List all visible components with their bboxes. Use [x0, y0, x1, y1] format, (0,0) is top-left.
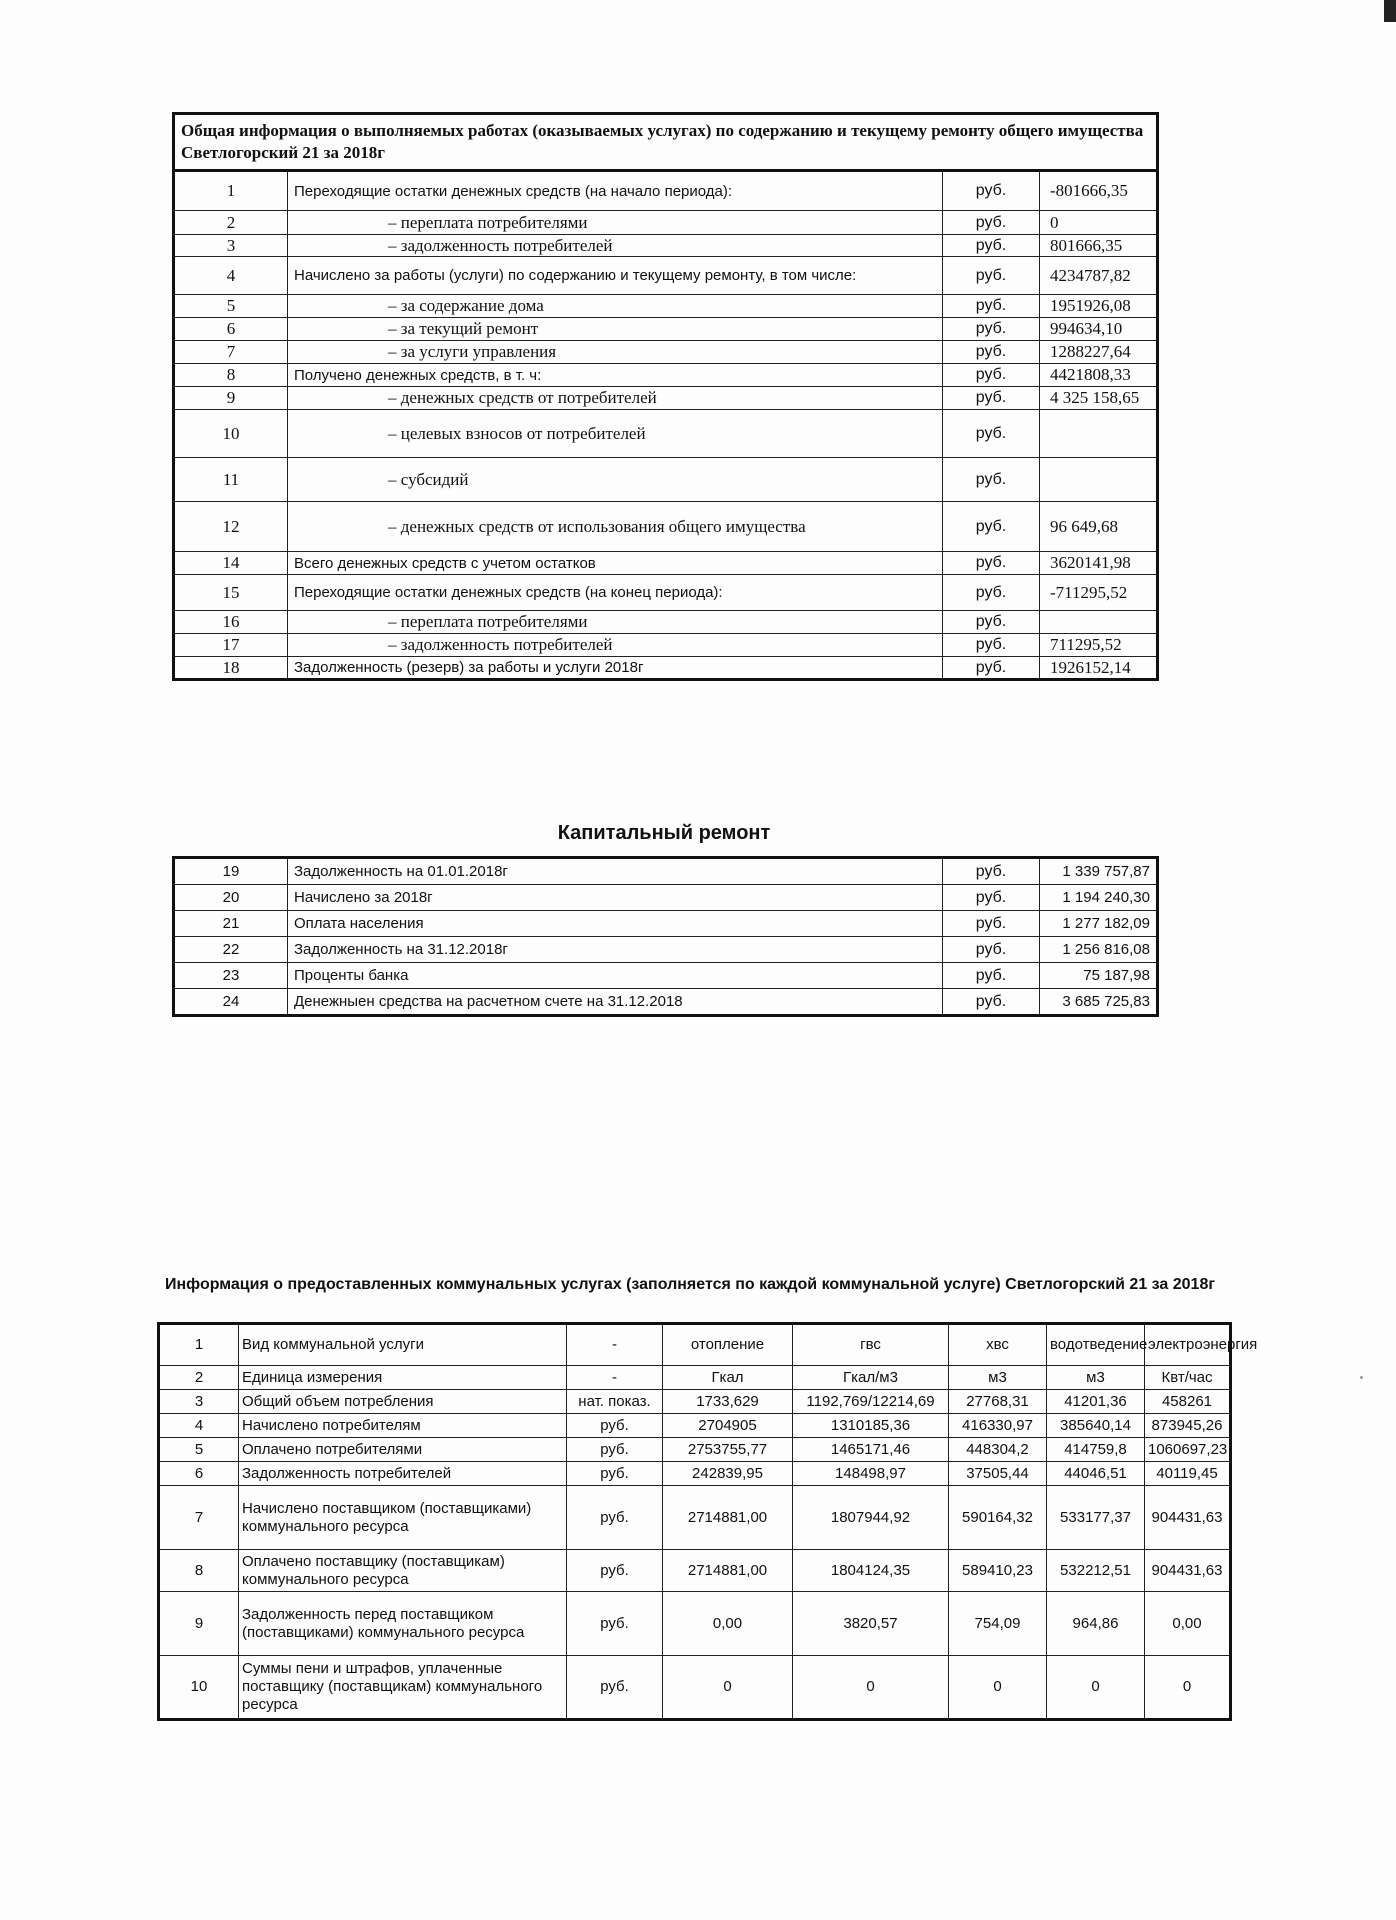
- row-value: 1 277 182,09: [1040, 911, 1158, 937]
- row-label: – задолженность потребителей: [288, 235, 943, 257]
- row-label: Задолженность на 31.12.2018г: [288, 937, 943, 963]
- row-unit: руб.: [943, 963, 1040, 989]
- row-unit: руб.: [943, 387, 1040, 410]
- general-info-row: [174, 171, 1158, 211]
- row-unit: -: [567, 1366, 663, 1390]
- capital-repair-table: [172, 856, 1159, 1017]
- capital-repair-row: [174, 937, 1158, 963]
- row-value: 994634,10: [1040, 318, 1158, 341]
- general-info-body: [174, 114, 1158, 680]
- row-value: 1 194 240,30: [1040, 885, 1158, 911]
- row-number: 20: [174, 885, 288, 911]
- row-value: 4 325 158,65: [1040, 387, 1158, 410]
- general-info-table: [172, 112, 1159, 681]
- cold-water-cell: м3: [949, 1366, 1047, 1390]
- row-value: 96 649,68: [1040, 502, 1158, 552]
- row-value: -711295,52: [1040, 575, 1158, 611]
- row-label: Денежныен средства на расчетном счете на 31.12.2018: [288, 989, 943, 1016]
- row-label: – целевых взносов от потребителей: [288, 410, 943, 458]
- hot-water-cell: гвс: [793, 1324, 949, 1366]
- row-unit: руб.: [567, 1438, 663, 1462]
- general-info-row: [174, 634, 1158, 657]
- utilities-row: [159, 1592, 1231, 1656]
- row-number: 7: [174, 341, 288, 364]
- general-info-row: [174, 235, 1158, 257]
- row-unit: руб.: [567, 1550, 663, 1592]
- utilities-row: [159, 1366, 1231, 1390]
- row-number: 2: [159, 1366, 239, 1390]
- row-number: 16: [174, 611, 288, 634]
- general-info-row: [174, 657, 1158, 680]
- scan-dot: [1360, 1376, 1363, 1379]
- row-label: Получено денежных средств, в т. ч:: [288, 364, 943, 387]
- utilities-row: [159, 1462, 1231, 1486]
- row-unit: руб.: [943, 657, 1040, 680]
- row-number: 24: [174, 989, 288, 1016]
- row-unit: руб.: [943, 858, 1040, 885]
- heating-cell: отопление: [663, 1324, 793, 1366]
- heating-cell: 0,00: [663, 1592, 793, 1656]
- row-unit: руб.: [943, 552, 1040, 575]
- row-label: – денежных средств от использования общего имущества: [288, 502, 943, 552]
- general-info-row: [174, 295, 1158, 318]
- utilities-row: [159, 1550, 1231, 1592]
- scan-edge-mark: [1384, 0, 1396, 22]
- heating-cell: Гкал: [663, 1366, 793, 1390]
- row-value: 3 685 725,83: [1040, 989, 1158, 1016]
- hot-water-cell: 148498,97: [793, 1462, 949, 1486]
- row-value: 1 339 757,87: [1040, 858, 1158, 885]
- row-label: – переплата потребителями: [288, 211, 943, 235]
- utilities-table: [157, 1322, 1258, 1721]
- row-value: 3620141,98: [1040, 552, 1158, 575]
- row-number: 6: [174, 318, 288, 341]
- sewage-cell: 385640,14: [1047, 1414, 1145, 1438]
- sewage-cell: 44046,51: [1047, 1462, 1145, 1486]
- row-number: 11: [174, 458, 288, 502]
- row-number: 4: [159, 1414, 239, 1438]
- row-unit: руб.: [943, 257, 1040, 295]
- row-unit: руб.: [943, 211, 1040, 235]
- sewage-cell: 414759,8: [1047, 1438, 1145, 1462]
- row-label: Задолженность потребителей: [239, 1462, 567, 1486]
- cold-water-cell: хвс: [949, 1324, 1047, 1366]
- general-info-row: [174, 387, 1158, 410]
- capital-repair-row: [174, 885, 1158, 911]
- utilities-row: [159, 1656, 1231, 1720]
- row-label: – задолженность потребителей: [288, 634, 943, 657]
- row-label: – субсидий: [288, 458, 943, 502]
- row-label: Задолженность на 01.01.2018г: [288, 858, 943, 885]
- row-label: Суммы пени и штрафов, уплаченные поставщику (поставщикам) коммунального ресурса: [239, 1656, 567, 1720]
- cold-water-cell: 448304,2: [949, 1438, 1047, 1462]
- capital-repair-body: [174, 858, 1158, 1016]
- row-unit: руб.: [943, 171, 1040, 211]
- row-number: 22: [174, 937, 288, 963]
- general-info-row: [174, 410, 1158, 458]
- row-label: Начислено за работы (услуги) по содержанию и текущему ремонту, в том числе:: [288, 257, 943, 295]
- row-number: 4: [174, 257, 288, 295]
- general-info-row: [174, 458, 1158, 502]
- row-label: Всего денежных средств с учетом остатков: [288, 552, 943, 575]
- row-number: 21: [174, 911, 288, 937]
- heating-cell: 1733,629: [663, 1390, 793, 1414]
- row-label: Единица измерения: [239, 1366, 567, 1390]
- heating-cell: 242839,95: [663, 1462, 793, 1486]
- capital-repair-row: [174, 858, 1158, 885]
- row-unit: руб.: [943, 364, 1040, 387]
- row-number: 19: [174, 858, 288, 885]
- row-label: Переходящие остатки денежных средств (на конец периода):: [288, 575, 943, 611]
- row-unit: руб.: [567, 1462, 663, 1486]
- row-unit: руб.: [943, 410, 1040, 458]
- cold-water-cell: 27768,31: [949, 1390, 1047, 1414]
- utilities-row: [159, 1390, 1231, 1414]
- general-info-header: [174, 114, 1158, 171]
- row-unit: руб.: [567, 1592, 663, 1656]
- row-label: Переходящие остатки денежных средств (на начало периода):: [288, 171, 943, 211]
- row-number: 2: [174, 211, 288, 235]
- row-unit: руб.: [943, 611, 1040, 634]
- row-label: Задолженность (резерв) за работы и услуги 2018г: [288, 657, 943, 680]
- row-number: 3: [174, 235, 288, 257]
- cold-water-cell: 589410,23: [949, 1550, 1047, 1592]
- hot-water-cell: 3820,57: [793, 1592, 949, 1656]
- heating-cell: 2714881,00: [663, 1550, 793, 1592]
- hot-water-cell: 1807944,92: [793, 1486, 949, 1550]
- sewage-cell: 533177,37: [1047, 1486, 1145, 1550]
- hot-water-cell: 1192,769/12214,69: [793, 1390, 949, 1414]
- row-number: 3: [159, 1390, 239, 1414]
- row-number: 10: [159, 1656, 239, 1720]
- heating-cell: 2753755,77: [663, 1438, 793, 1462]
- hot-water-cell: 1310185,36: [793, 1414, 949, 1438]
- row-number: 1: [159, 1324, 239, 1366]
- hot-water-cell: 0: [793, 1656, 949, 1720]
- capital-repair-row: [174, 963, 1158, 989]
- general-info-row: [174, 552, 1158, 575]
- row-value: [1040, 410, 1158, 458]
- row-unit: руб.: [943, 295, 1040, 318]
- row-number: 9: [174, 387, 288, 410]
- general-info-row: [174, 211, 1158, 235]
- row-number: 23: [174, 963, 288, 989]
- row-label: Начислено потребителям: [239, 1414, 567, 1438]
- row-value: 1 256 816,08: [1040, 937, 1158, 963]
- row-label: – за текущий ремонт: [288, 318, 943, 341]
- row-unit: руб.: [567, 1656, 663, 1720]
- sewage-cell: 964,86: [1047, 1592, 1145, 1656]
- row-number: 8: [159, 1550, 239, 1592]
- row-label: Оплата населения: [288, 911, 943, 937]
- row-number: 5: [174, 295, 288, 318]
- general-info-row: [174, 575, 1158, 611]
- hot-water-cell: Гкал/м3: [793, 1366, 949, 1390]
- electricity-cell: 1060697,23: [1145, 1438, 1231, 1462]
- cold-water-cell: 37505,44: [949, 1462, 1047, 1486]
- hot-water-cell: 1465171,46: [793, 1438, 949, 1462]
- row-label: Оплачено поставщику (поставщикам) коммунального ресурса: [239, 1550, 567, 1592]
- row-number: 9: [159, 1592, 239, 1656]
- utilities-row: [159, 1486, 1231, 1550]
- row-unit: руб.: [943, 911, 1040, 937]
- row-unit: руб.: [943, 235, 1040, 257]
- general-info-row: [174, 341, 1158, 364]
- row-value: -801666,35: [1040, 171, 1158, 211]
- row-value: 0: [1040, 211, 1158, 235]
- row-number: 7: [159, 1486, 239, 1550]
- row-label: Оплачено потребителями: [239, 1438, 567, 1462]
- row-value: [1040, 611, 1158, 634]
- row-number: 5: [159, 1438, 239, 1462]
- electricity-cell: 458261: [1145, 1390, 1231, 1414]
- general-info-row: [174, 611, 1158, 634]
- electricity-cell: 904431,63: [1145, 1486, 1231, 1550]
- row-unit: руб.: [943, 885, 1040, 911]
- general-info-row: [174, 318, 1158, 341]
- sewage-cell: водотведение: [1047, 1324, 1145, 1366]
- row-label: – за услуги управления: [288, 341, 943, 364]
- row-label: Начислено за 2018г: [288, 885, 943, 911]
- utilities-row: [159, 1438, 1231, 1462]
- row-unit: руб.: [943, 575, 1040, 611]
- row-value: 75 187,98: [1040, 963, 1158, 989]
- row-unit: нат. показ.: [567, 1390, 663, 1414]
- cold-water-cell: 416330,97: [949, 1414, 1047, 1438]
- row-number: 8: [174, 364, 288, 387]
- heating-cell: 2704905: [663, 1414, 793, 1438]
- row-unit: руб.: [943, 937, 1040, 963]
- row-unit: руб.: [943, 989, 1040, 1016]
- row-number: 10: [174, 410, 288, 458]
- row-unit: -: [567, 1324, 663, 1366]
- general-info-row: [174, 502, 1158, 552]
- row-unit: руб.: [567, 1414, 663, 1438]
- cold-water-cell: 754,09: [949, 1592, 1047, 1656]
- row-value: 1926152,14: [1040, 657, 1158, 680]
- utilities-row: [159, 1324, 1231, 1366]
- utilities-row: [159, 1414, 1231, 1438]
- electricity-cell: 904431,63: [1145, 1550, 1231, 1592]
- row-number: 1: [174, 171, 288, 211]
- electricity-cell: 873945,26: [1145, 1414, 1231, 1438]
- row-unit: руб.: [943, 318, 1040, 341]
- cold-water-cell: 0: [949, 1656, 1047, 1720]
- row-label: Задолженность перед поставщиком (поставщиками) коммунального ресурса: [239, 1592, 567, 1656]
- row-unit: руб.: [943, 458, 1040, 502]
- row-label: – за содержание дома: [288, 295, 943, 318]
- electricity-cell: Квт/час: [1145, 1366, 1231, 1390]
- sewage-cell: 41201,36: [1047, 1390, 1145, 1414]
- capital-repair-title: Капитальный ремонт: [557, 822, 771, 844]
- row-label: Начислено поставщиком (поставщиками) коммунального ресурса: [239, 1486, 567, 1550]
- sewage-cell: 532212,51: [1047, 1550, 1145, 1592]
- electricity-cell: 40119,45: [1145, 1462, 1231, 1486]
- row-value: 4234787,82: [1040, 257, 1158, 295]
- hot-water-cell: 1804124,35: [793, 1550, 949, 1592]
- row-value: 1951926,08: [1040, 295, 1158, 318]
- row-number: 17: [174, 634, 288, 657]
- row-number: 15: [174, 575, 288, 611]
- cold-water-cell: 590164,32: [949, 1486, 1047, 1550]
- row-value: 711295,52: [1040, 634, 1158, 657]
- row-value: 4421808,33: [1040, 364, 1158, 387]
- row-label: Вид коммунальной услуги: [239, 1324, 567, 1366]
- electricity-cell: 0: [1145, 1656, 1231, 1720]
- capital-repair-row: [174, 989, 1158, 1016]
- row-label: – переплата потребителями: [288, 611, 943, 634]
- capital-repair-row: [174, 911, 1158, 937]
- row-value: [1040, 458, 1158, 502]
- sewage-cell: 0: [1047, 1656, 1145, 1720]
- row-label: Проценты банка: [288, 963, 943, 989]
- row-number: 6: [159, 1462, 239, 1486]
- sewage-cell: м3: [1047, 1366, 1145, 1390]
- row-unit: руб.: [943, 502, 1040, 552]
- row-unit: руб.: [943, 341, 1040, 364]
- electricity-cell: электроэнергия: [1145, 1324, 1231, 1366]
- electricity-cell: 0,00: [1145, 1592, 1231, 1656]
- row-value: 801666,35: [1040, 235, 1158, 257]
- row-number: 14: [174, 552, 288, 575]
- heating-cell: 0: [663, 1656, 793, 1720]
- general-info-row: [174, 364, 1158, 387]
- row-value: 1288227,64: [1040, 341, 1158, 364]
- utilities-body: [159, 1324, 1258, 1720]
- row-unit: руб.: [567, 1486, 663, 1550]
- row-label: Общий объем потребления: [239, 1390, 567, 1414]
- utilities-title: Информация о предоставленных коммунальных услугах (заполняется по каждой коммунальной услуге) Светлогорский 21 за 2018г: [164, 1276, 1215, 1293]
- row-number: 12: [174, 502, 288, 552]
- row-unit: руб.: [943, 634, 1040, 657]
- row-label: – денежных средств от потребителей: [288, 387, 943, 410]
- row-number: 18: [174, 657, 288, 680]
- general-info-row: [174, 257, 1158, 295]
- general-info-title: Общая информация о выполняемых работах (оказываемых услугах) по содержанию и текущему ремонту общего имущества Светлогорский 21 за 2018г: [174, 114, 1158, 171]
- heating-cell: 2714881,00: [663, 1486, 793, 1550]
